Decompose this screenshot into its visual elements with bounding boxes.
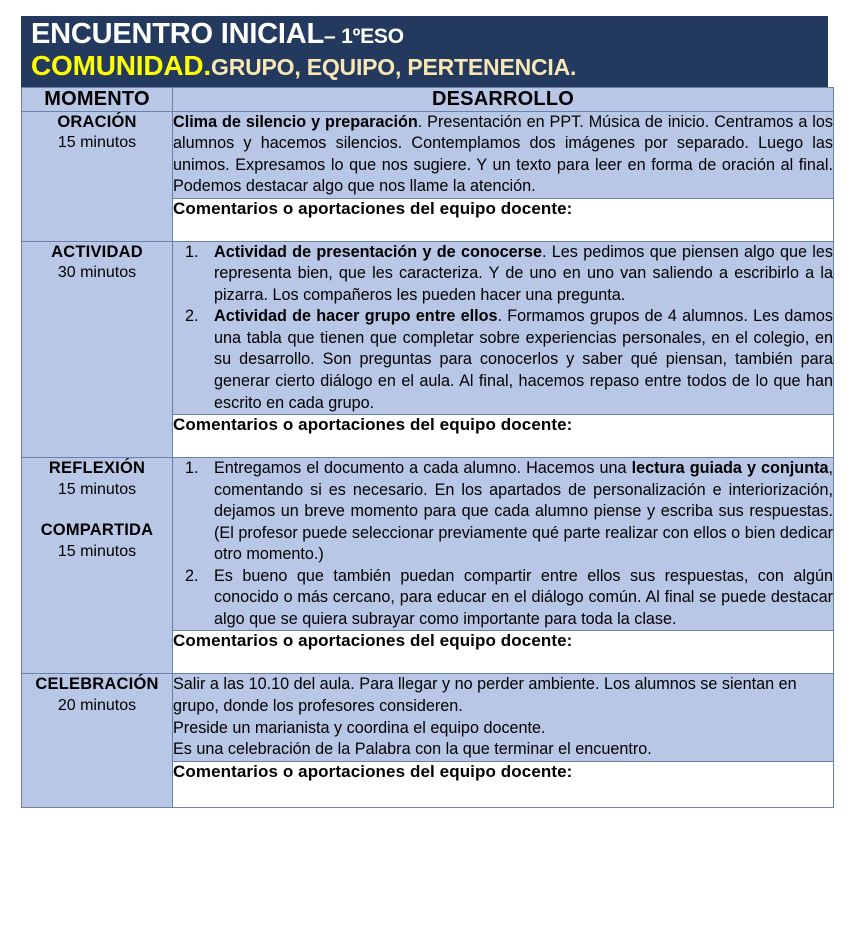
momento-time: 15 minutos [57, 480, 137, 498]
column-header-momento: MOMENTO [22, 87, 173, 111]
table-header-row [22, 87, 834, 111]
momento-block [22, 242, 172, 284]
list-item-number: 2. [185, 566, 199, 585]
list-item-text: . Les pedimos que piensen algo que les representa bien, que les caracteriza. Y de uno en uno van saliendo a escribirlo a la pizarra. Los compañeros les pueden hacer una pregunta. [214, 242, 833, 304]
momento-time: 30 minutos [57, 264, 137, 282]
list-item-bold: Actividad de hacer grupo entre ellos [214, 307, 498, 326]
momento-title: COMPARTIDA [40, 521, 154, 540]
momento-cell [22, 241, 173, 457]
banner-title-main: ENCUENTRO INICIAL [31, 18, 325, 50]
momento-block [22, 520, 172, 562]
list-item [173, 306, 833, 414]
document-banner [21, 16, 828, 87]
desarrollo-line: Preside un marianista y coordina el equipo docente. [173, 718, 546, 737]
comment-write-area[interactable] [173, 782, 833, 807]
desarrollo-text: . Presentación en PPT. Música de inicio. Centramos a los alumnos y hacemos silencios. Contemplamos dos imágenes por separado. Luego las unimos. Expresamos lo que nos sugiere. Y un texto para leer en forma de oración al final. Podemos destacar algo que nos llame la atención. [173, 112, 833, 196]
desarrollo-cell [173, 458, 834, 631]
column-header-desarrollo: DESARROLLO [173, 87, 834, 111]
momento-time: 15 minutos [57, 133, 137, 151]
desarrollo-line: Es una celebración de la Palabra con la que terminar el encuentro. [173, 740, 652, 759]
momento-block [22, 112, 172, 154]
momento-block [22, 674, 172, 716]
comment-cell[interactable] [173, 198, 834, 241]
table-row [22, 458, 834, 631]
comment-cell[interactable] [173, 631, 834, 674]
banner-subtitle-highlight: COMUNIDAD. [31, 50, 211, 82]
desarrollo-list [173, 242, 833, 414]
comment-cell[interactable] [173, 415, 834, 458]
table-row [22, 674, 834, 761]
desarrollo-lead-bold: Clima de silencio y preparación [173, 112, 418, 131]
document-body [21, 16, 833, 808]
momento-time: 20 minutos [57, 696, 137, 714]
momento-block-separator [22, 500, 172, 520]
table-row [22, 111, 834, 198]
banner-subtitle-line [31, 51, 828, 81]
desarrollo-line: Salir a las 10.10 del aula. Para llegar y no perder ambiente. Los alumnos se sientan en grupo, donde los profesores consideren. [173, 675, 797, 716]
list-item-number: 1. [185, 459, 199, 478]
encounter-plan-table [21, 87, 834, 808]
list-item-bold: lectura guiada y conjunta [631, 459, 829, 478]
list-item-text: , comentando si es necesario. En los apartados de personalización e interiorización, dejamos un breve momento para que cada alumno piense y escriba sus respuestas. (El profesor puede seleccionar previamente qué parte realizar con ellos o bien dedicar otro momento.) [214, 459, 833, 564]
momento-block [22, 458, 172, 500]
list-item [173, 458, 833, 566]
banner-title-line [31, 19, 828, 50]
banner-subtitle-rest: GRUPO, EQUIPO, PERTENENCIA. [211, 54, 577, 81]
list-item-number: 2. [185, 307, 199, 326]
momento-time: 15 minutos [57, 542, 137, 560]
desarrollo-list [173, 458, 833, 630]
momento-cell [22, 674, 173, 807]
comment-label: Comentarios o aportaciones del equipo docente: [173, 415, 573, 435]
comment-label: Comentarios o aportaciones del equipo docente: [173, 631, 573, 651]
comment-cell[interactable] [173, 761, 834, 807]
desarrollo-cell [173, 241, 834, 414]
desarrollo-cell [173, 674, 834, 761]
list-item-text: . Formamos grupos de 4 alumnos. Les damos una tabla que tienen que completar sobre experiencias personales, en el colegio, en su desarrollo. Son preguntas para conocerlos y saber qué piensan, también para generar cierto diálogo en el aula. Al final, hacemos repaso entre todos de lo que han escrito en cada grupo. [214, 307, 833, 412]
list-item-pre: Entregamos el documento a cada alumno. Hacemos una [214, 459, 632, 478]
list-item-number: 1. [185, 242, 199, 261]
comment-label: Comentarios o aportaciones del equipo docente: [173, 761, 573, 781]
table-row [22, 241, 834, 414]
momento-title: REFLEXIÓN [48, 459, 146, 478]
momento-title: ORACIÓN [57, 112, 137, 131]
comment-write-area[interactable] [173, 219, 833, 241]
banner-title-level: – 1ºESO [324, 25, 404, 48]
desarrollo-cell [173, 111, 834, 198]
momento-cell [22, 458, 173, 674]
momento-title: ACTIVIDAD [51, 242, 143, 261]
comment-label: Comentarios o aportaciones del equipo docente: [173, 198, 573, 218]
comment-write-area[interactable] [173, 435, 833, 457]
desarrollo-paragraph [173, 112, 833, 198]
momento-cell [22, 111, 173, 241]
momento-title: CELEBRACIÓN [35, 675, 159, 694]
list-item [173, 566, 833, 631]
list-item [173, 242, 833, 307]
comment-write-area[interactable] [173, 651, 833, 673]
list-item-text: Es bueno que también puedan compartir entre ellos sus respuestas, con algún conocido o más cercano, para educar en el diálogo común. Al final se puede destacar algo que se quiera subrayar como importante para toda la clase. [214, 566, 833, 628]
list-item-bold: Actividad de presentación y de conocerse [214, 242, 542, 261]
